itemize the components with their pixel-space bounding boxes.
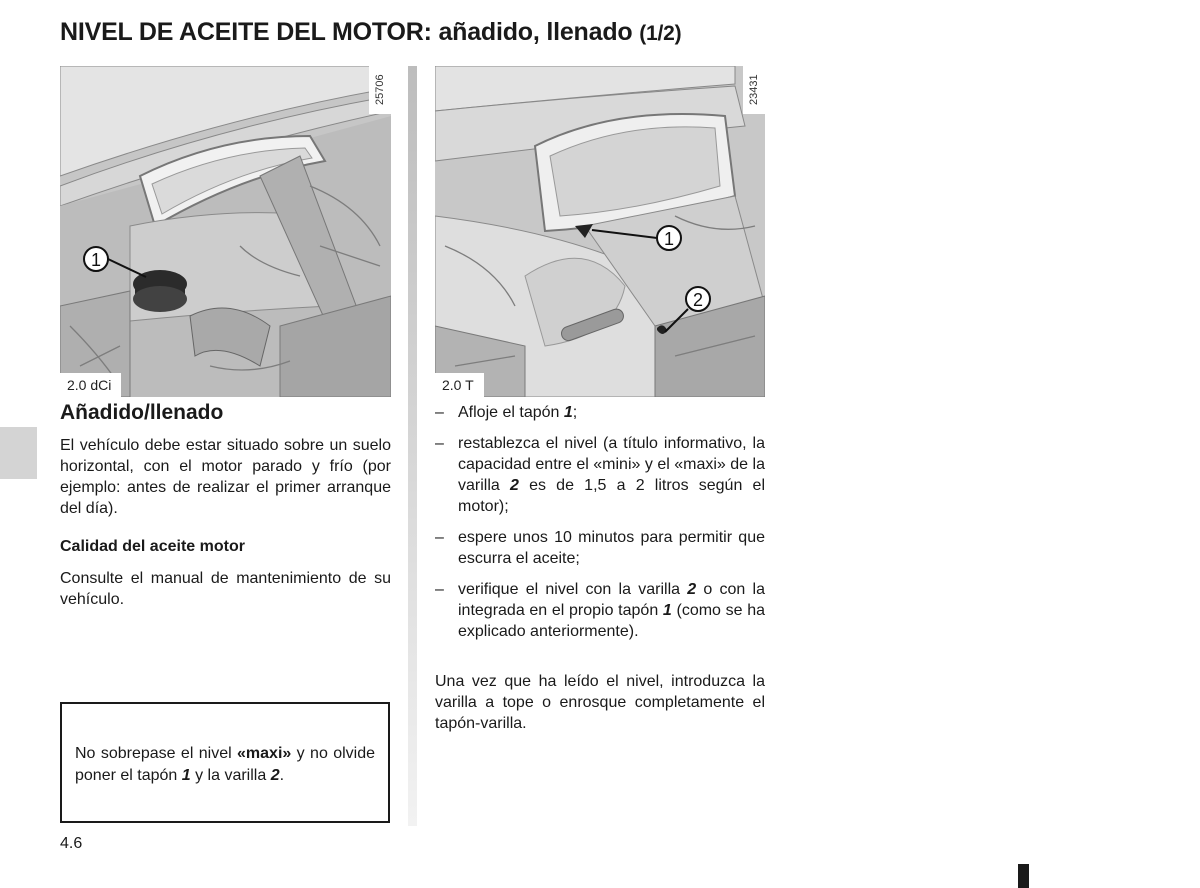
closing-paragraph: Una vez que ha leído el nivel, introduzca la varilla a tope o enrosque completamente el tapón-varilla. — [435, 673, 765, 732]
figure-code: 23431 — [743, 66, 765, 114]
engine-illustration-right — [435, 66, 765, 397]
engine-label: 2.0 dCi — [60, 373, 121, 397]
note-text: y la varilla — [190, 767, 271, 784]
column-divider — [408, 66, 417, 826]
oil-quality-paragraph: Consulte el manual de mantenimiento de su vehículo. — [60, 570, 391, 608]
title-main: NIVEL DE ACEITE DEL MOTOR: añadido, llenado — [60, 18, 633, 46]
callout-2-label: 2 — [692, 290, 704, 310]
intro-paragraph: El vehículo debe estar situado sobre un suelo horizontal, con el motor parado y frío (por ejemplo: antes de realizar el primer arranque del día). — [60, 437, 391, 517]
note-ref-1: 1 — [181, 767, 191, 784]
step-text: ; — [572, 404, 578, 421]
section-heading: Añadido/llenado — [60, 401, 224, 424]
engine-photo-left — [60, 66, 391, 397]
note-text: No sobrepase el nivel — [75, 745, 238, 762]
step-text: Afloje el tapón — [458, 404, 564, 421]
page-title — [60, 18, 681, 47]
step-ref: 2 — [509, 477, 519, 494]
engine-label: 2.0 T — [435, 373, 484, 397]
procedure-step — [435, 402, 765, 423]
step-ref: 1 — [662, 602, 672, 619]
note-maxi-emphasis: «maxi» — [237, 745, 292, 762]
oil-quality-heading: Calidad del aceite motor — [60, 538, 245, 555]
step-text: es de 1,5 a 2 litros según el motor); — [458, 477, 766, 515]
warning-note-text — [75, 743, 375, 787]
step-text: verifique el nivel con la varilla — [458, 581, 688, 598]
procedure-step — [435, 579, 765, 642]
step-text: espere unos 10 minutos para permitir que escurra el aceite; — [458, 529, 765, 567]
note-ref-2: 2 — [270, 767, 280, 784]
step-ref: 1 — [563, 404, 573, 421]
note-text: y no olvide poner el tapón — [75, 745, 376, 784]
page-number: 4.6 — [60, 835, 83, 852]
step-dash: – — [435, 404, 444, 421]
step-dash: – — [435, 581, 444, 598]
procedure-step — [435, 433, 765, 517]
step-text: o con la integrada en el propio tapón — [458, 581, 766, 619]
figure-code: 25706 — [369, 66, 391, 114]
step-text: (como se ha explicado anteriormente). — [458, 602, 766, 640]
title-page-indicator: (1/2) — [639, 22, 682, 45]
procedure-steps-list — [435, 402, 765, 652]
engine-photo-right — [435, 66, 765, 397]
step-text: restablezca el nivel (a título informativo, la capacidad entre el «mini» y el «maxi» de la varilla — [458, 435, 765, 494]
step-ref: 2 — [687, 581, 697, 598]
callout-1-label: 1 — [90, 250, 102, 270]
engine-illustration-left — [60, 66, 391, 397]
chapter-tab — [0, 427, 37, 479]
callout-1-label: 1 — [663, 229, 675, 249]
warning-note-box — [60, 702, 390, 823]
procedure-step — [435, 527, 765, 569]
step-dash: – — [435, 529, 444, 546]
note-text: . — [279, 767, 285, 784]
page-corner-mark — [1018, 864, 1029, 888]
step-dash: – — [435, 435, 444, 452]
